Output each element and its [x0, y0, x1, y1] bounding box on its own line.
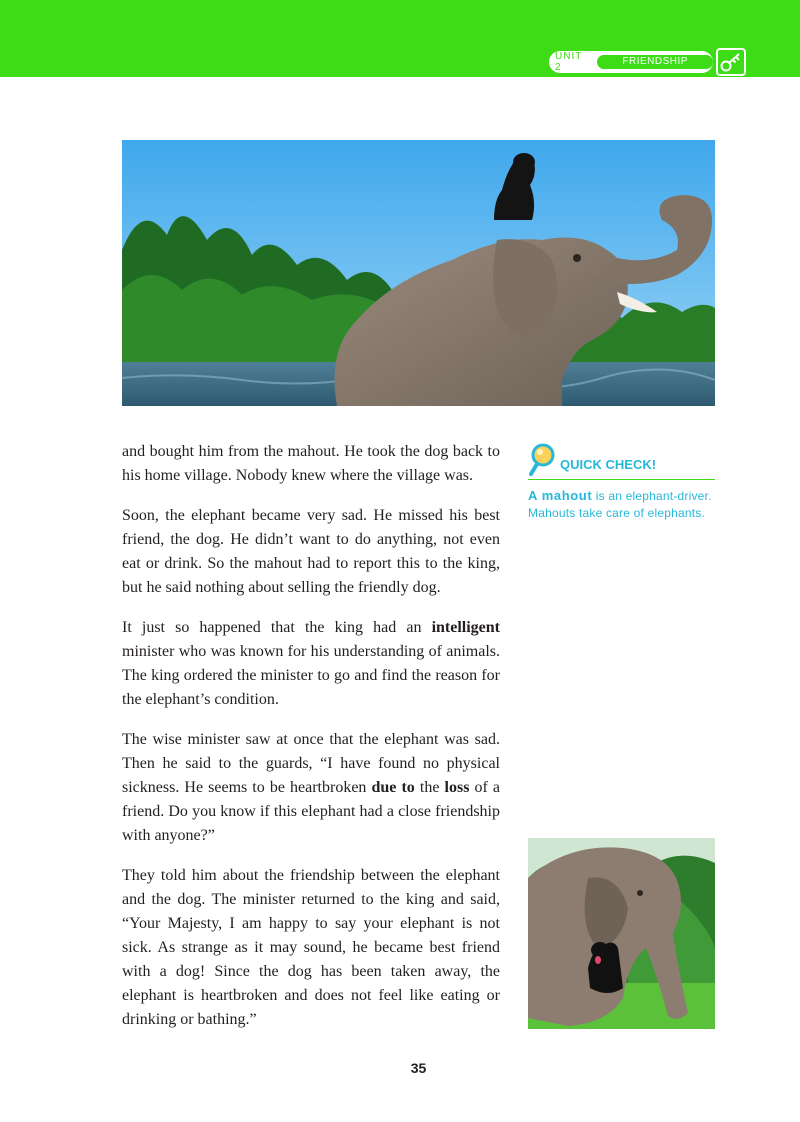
paragraph-5: They told him about the friendship between the elephant and the dog. The minister returned to the king and said, “Your Majesty, I am happy to say your elephant is not sick. As strange as it may sound, he became best friend with a dog! Since the dog has been taken away, the elephant is heartbroken and does not feel like eating or drinking or bathing.” [122, 867, 500, 1028]
magnifier-icon [528, 442, 558, 476]
unit-badge [549, 51, 713, 73]
vocab-intelligent: intelligent [431, 619, 500, 636]
text-run: The wise minister saw at once that the elephant was sad. Then he said to the guards, “I have found no physical sickness. He seems to be heartbroken [122, 731, 500, 796]
vocab-loss: loss [444, 779, 470, 796]
quick-check-box [528, 446, 715, 522]
paragraph-2: Soon, the elephant became very sad. He missed his best friend, the dog. He didn’t want to do anything, not even eat or drink. So the mahout had to report this to the king, but he said nothing about selling the friendly dog. [122, 507, 500, 596]
text-run: It just so happened that the king had an [122, 619, 432, 636]
quick-check-header [528, 446, 715, 480]
paragraph-4 [122, 728, 500, 848]
paragraph-1: and bought him from the mahout. He took the dog back to his home village. Nobody knew where the village was. [122, 443, 500, 484]
text-run: minister who was known for his understanding of animals. The king ordered the minister to go and find the reason for the elephant’s condition. [122, 643, 500, 708]
theme-label: FRIENDSHIP [597, 55, 713, 69]
elephant-with-dog-on-head-photo [122, 140, 715, 406]
text-run: of a friend. Do you know if this elephant had a close friendship with anyone?” [122, 779, 501, 844]
text-run: the [414, 779, 445, 796]
vocab-due-to: due to [371, 779, 415, 796]
elephant-and-dog-resting-photo [528, 838, 715, 1029]
story-text [122, 440, 500, 1048]
unit-label: UNIT 2 [555, 51, 583, 73]
definition-term: A mahout [528, 488, 593, 503]
definition-text: is an elephant-driver. Mahouts take care of elephants. [528, 489, 712, 520]
quick-check-title: QUICK CHECK! [560, 457, 657, 472]
key-icon [716, 48, 746, 76]
page-number: 35 [410, 1060, 427, 1076]
quick-check-definition [528, 487, 715, 522]
paragraph-3 [122, 616, 500, 712]
